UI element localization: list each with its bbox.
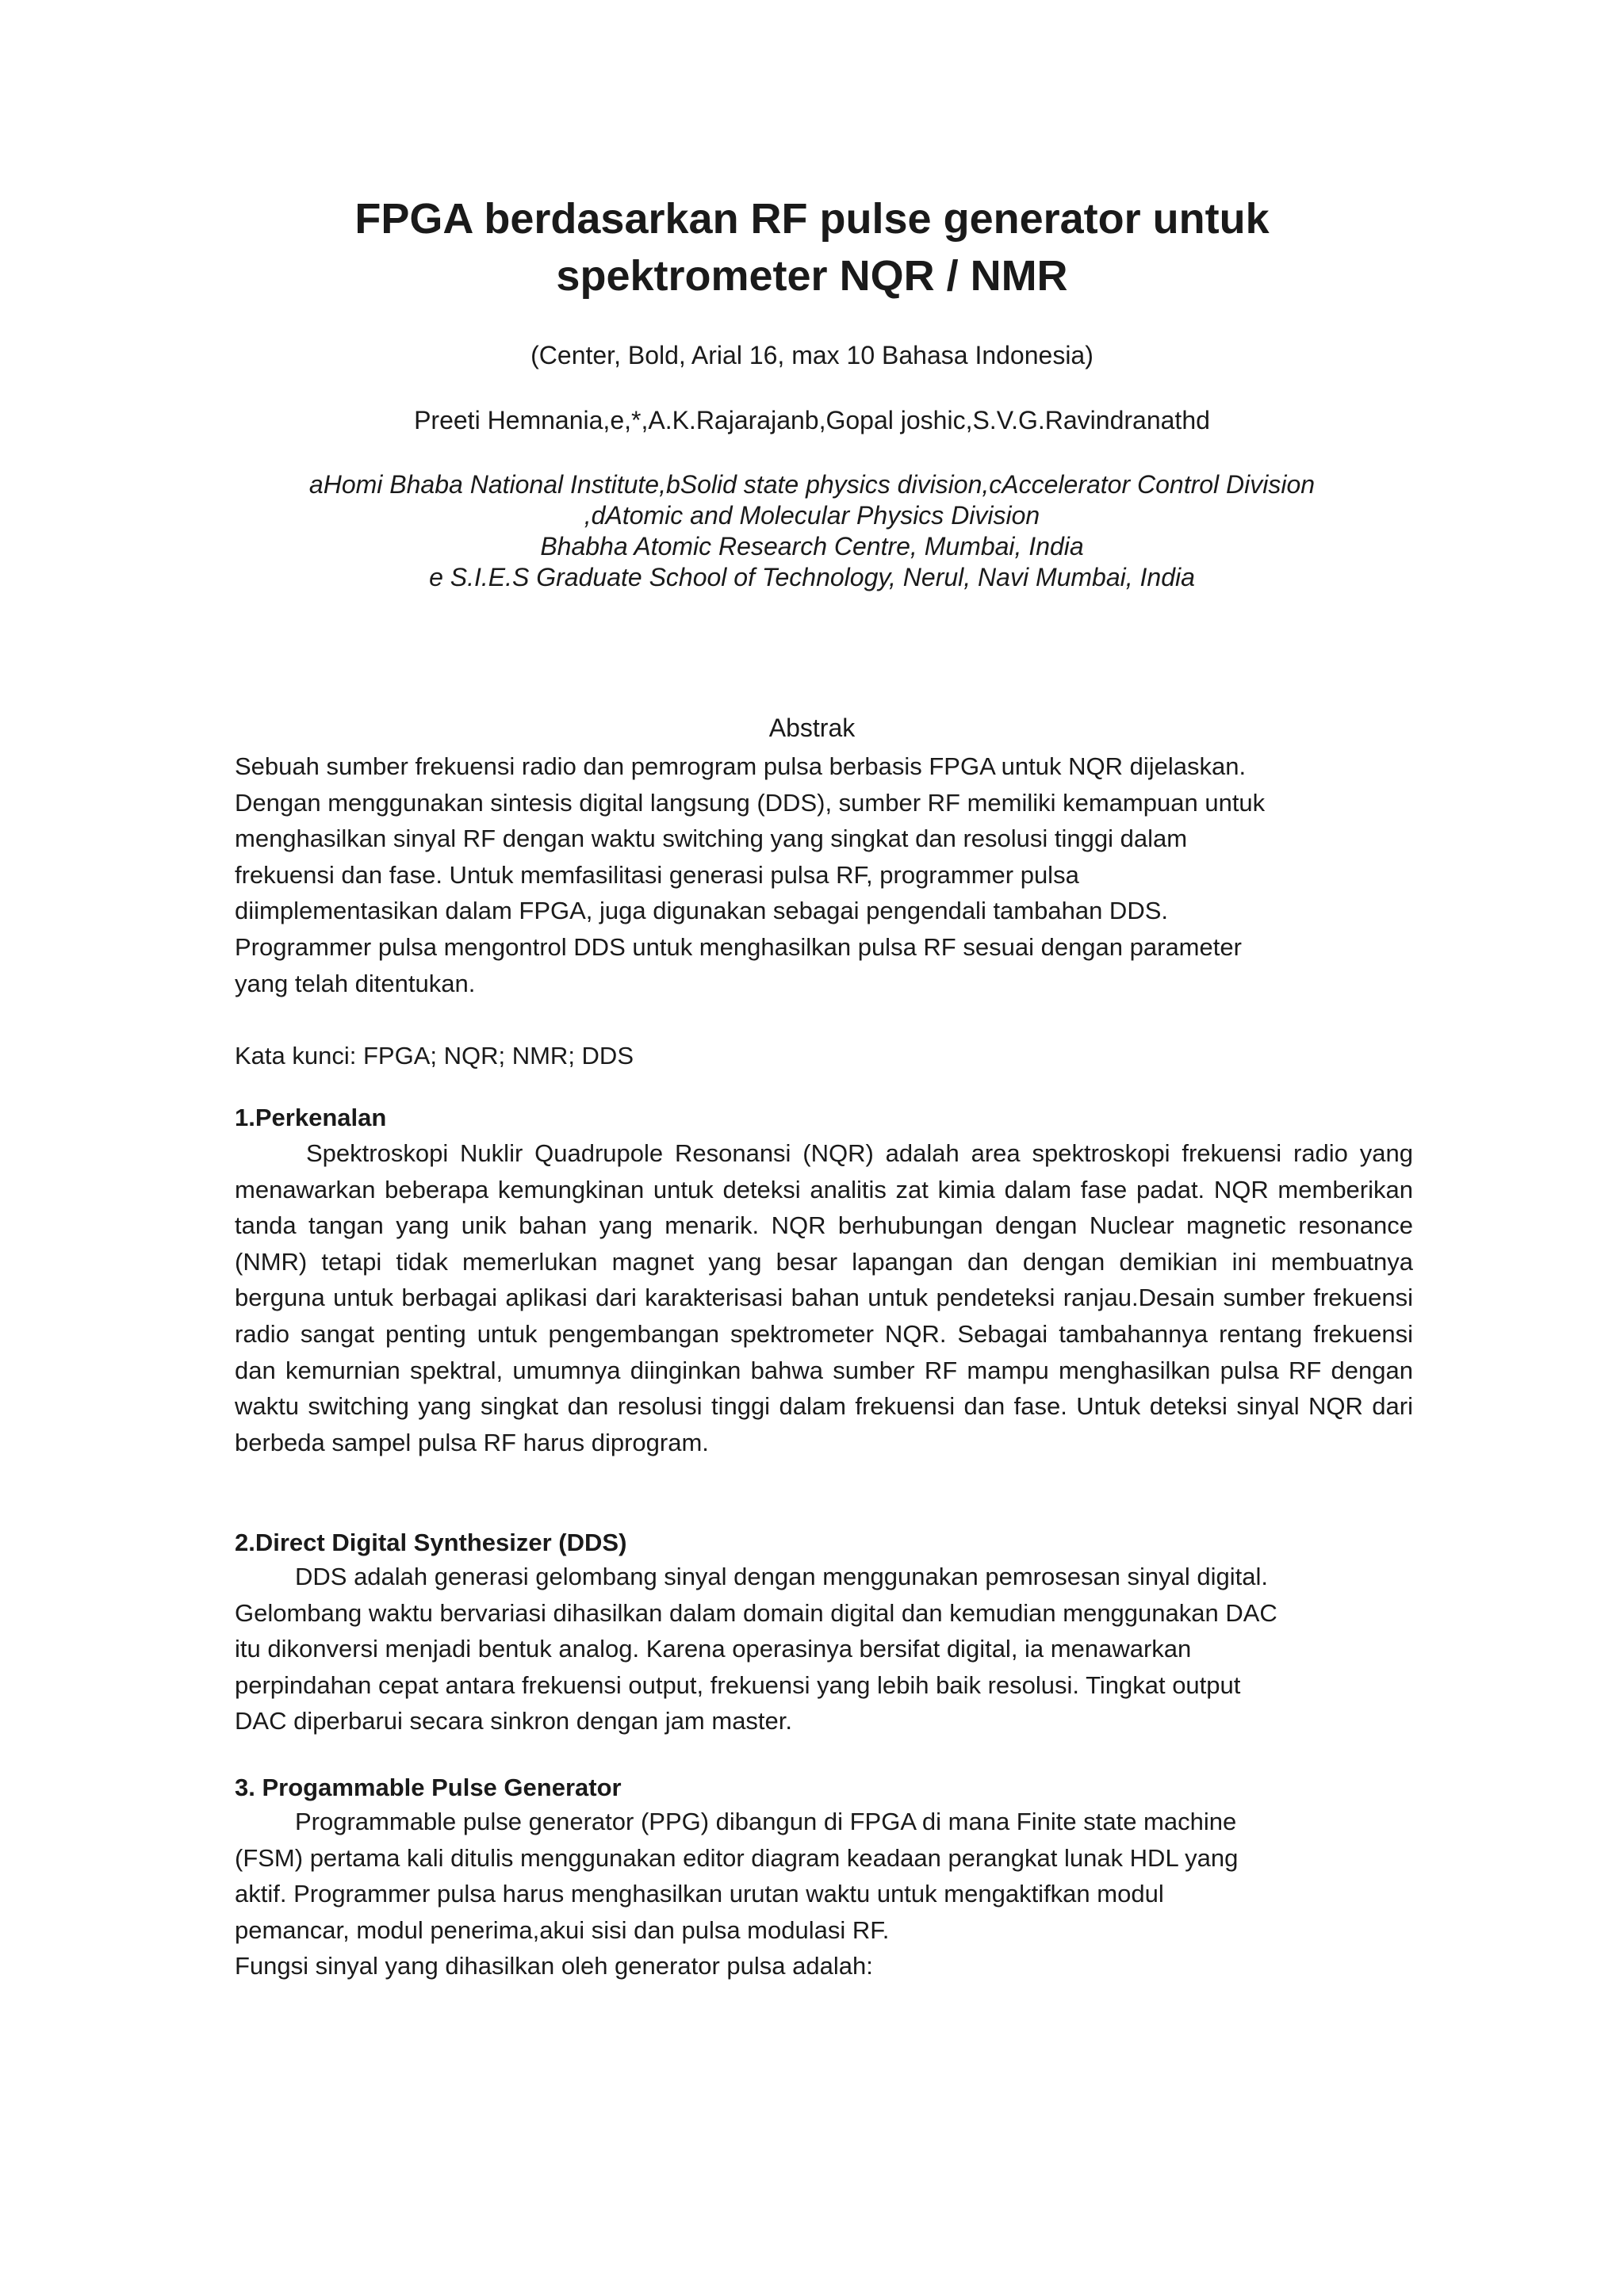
affiliations <box>0 469 1624 593</box>
paper-title-line-1: FPGA berdasarkan RF pulse generator untuk <box>354 195 1270 243</box>
abstract-line: Sebuah sumber frekuensi radio dan pemrogram pulsa berbasis FPGA untuk NQR dijelaskan. <box>235 752 1247 780</box>
paper-title-line-2: spektrometer NQR / NMR <box>556 252 1068 300</box>
affiliation-line: ,dAtomic and Molecular Physics Division <box>584 501 1040 530</box>
abstract-line: diimplementasikan dalam FPGA, juga digunakan sebagai pengendali tambahan DDS. <box>235 897 1169 925</box>
affiliation-line: Bhabha Atomic Research Centre, Mumbai, India <box>540 532 1084 561</box>
dds-line: Gelombang waktu bervariasi dihasilkan dalam domain digital dan kemudian menggunakan DAC <box>235 1598 1277 1627</box>
abstract-line: menghasilkan sinyal RF dengan waktu switching yang singkat dan resolusi tinggi dalam <box>235 825 1188 853</box>
abstract-line: yang telah ditentukan. <box>235 969 476 997</box>
dds-line: itu dikonversi menjadi bentuk analog. Karena operasinya bersifat digital, ia menawarkan <box>235 1635 1192 1663</box>
ppg-line: Programmable pulse generator (PPG) dibangun di FPGA di mana Finite state machine <box>295 1808 1237 1835</box>
section-heading-ppg: 3. Progammable Pulse Generator <box>235 1774 622 1801</box>
paper-title <box>0 190 1624 304</box>
section-heading-dds: 2.Direct Digital Synthesizer (DDS) <box>235 1529 627 1556</box>
section-heading-introduction: 1.Perkenalan <box>235 1104 387 1131</box>
affiliation-line: e S.I.E.S Graduate School of Technology, Nerul, Navi Mumbai, India <box>429 563 1195 591</box>
abstract-line: Programmer pulsa mengontrol DDS untuk menghasilkan pulsa RF sesuai dengan parameter <box>235 932 1242 961</box>
abstract-body <box>235 748 1413 1001</box>
title-format-note: (Center, Bold, Arial 16, max 10 Bahasa Indonesia) <box>530 341 1094 369</box>
ppg-line: pemancar, modul penerima,akui sisi dan pulsa modulasi RF. <box>235 1915 890 1944</box>
ppg-line: (FSM) pertama kali ditulis menggunakan editor diagram keadaan perangkat lunak HDL yang <box>235 1843 1239 1872</box>
author-list: Preeti Hemnania,e,*,A.K.Rajarajanb,Gopal joshic,S.V.G.Ravindranathd <box>414 406 1210 434</box>
dds-line: perpindahan cepat antara frekuensi output, frekuensi yang lebih baik resolusi. Tingkat output <box>235 1670 1241 1699</box>
abstract-line: Dengan menggunakan sintesis digital langsung (DDS), sumber RF memiliki kemampuan untuk <box>235 788 1266 817</box>
introduction-paragraph: Spektroskopi Nuklir Quadrupole Resonansi (NQR) adalah area spektroskopi frekuensi radio yang menawarkan beberapa kemungkinan untuk deteksi analitis zat kimia dalam fase padat. NQR memberikan tanda tangan yang unik bahan yang menarik. NQR berhubungan dengan Nuclear magnetic resonance (NMR) tetapi tidak memerlukan magnet yang besar lapangan dan dengan demikian ini membuatnya berguna untuk berbagai aplikasi dari karakterisasi bahan untuk pendeteksi ranjau.Desain sumber frekuensi radio sangat penting untuk pengembangan spektrometer NQR. Sebagai tambahannya rentang frekuensi dan kemurnian spektral, umumnya diinginkan bahwa sumber RF mampu menghasilkan pulsa RF dengan waktu switching yang singkat dan resolusi tinggi dalam frekuensi dan fase. Untuk deteksi sinyal NQR dari berbeda sampel pulsa RF harus diprogram. <box>235 1139 1413 1456</box>
keywords: Kata kunci: FPGA; NQR; NMR; DDS <box>235 1042 634 1070</box>
dds-paragraph <box>235 1559 1413 1739</box>
abstract-line: frekuensi dan fase. Untuk memfasilitasi generasi pulsa RF, programmer pulsa <box>235 860 1079 889</box>
dds-line: DAC diperbarui secara sinkron dengan jam master. <box>235 1707 793 1735</box>
affiliation-line: aHomi Bhaba National Institute,bSolid state physics division,cAccelerator Control Division <box>308 470 1316 499</box>
ppg-paragraph <box>235 1804 1413 1984</box>
ppg-line: aktif. Programmer pulsa harus menghasilkan urutan waktu untuk mengaktifkan modul <box>235 1880 1164 1908</box>
dds-line: DDS adalah generasi gelombang sinyal dengan menggunakan pemrosesan sinyal digital. <box>295 1563 1269 1590</box>
abstract-heading: Abstrak <box>768 714 856 742</box>
ppg-line: Fungsi sinyal yang dihasilkan oleh generator pulsa adalah: <box>235 1952 873 1980</box>
